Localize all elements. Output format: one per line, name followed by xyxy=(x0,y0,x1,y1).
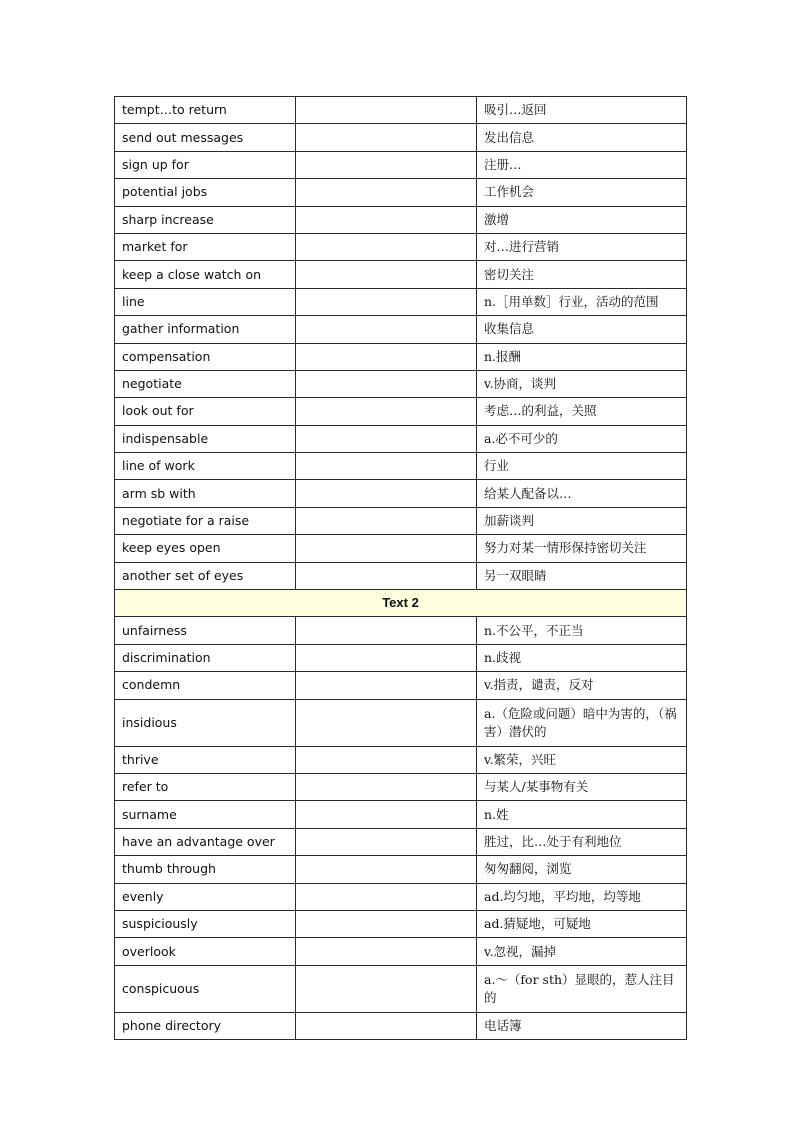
notes-cell xyxy=(296,288,477,315)
term-cell: line of work xyxy=(115,453,296,480)
table-row xyxy=(115,507,687,534)
term-cell: negotiate for a raise xyxy=(115,507,296,534)
notes-cell xyxy=(296,316,477,343)
notes-cell xyxy=(296,856,477,883)
notes-cell xyxy=(296,233,477,260)
table-row xyxy=(115,151,687,178)
term-cell: insidious xyxy=(115,699,296,746)
table-row xyxy=(115,206,687,233)
term-cell: negotiate xyxy=(115,370,296,397)
table-row xyxy=(115,562,687,589)
term-cell: conspicuous xyxy=(115,965,296,1012)
notes-cell xyxy=(296,261,477,288)
meaning-cell: 发出信息 xyxy=(477,124,687,151)
vocabulary-table xyxy=(114,96,687,1040)
notes-cell xyxy=(296,480,477,507)
table-row xyxy=(115,480,687,507)
term-cell: indispensable xyxy=(115,425,296,452)
notes-cell xyxy=(296,535,477,562)
notes-cell xyxy=(296,179,477,206)
table-row xyxy=(115,233,687,260)
table-row xyxy=(115,699,687,746)
meaning-cell: 对…进行营销 xyxy=(477,233,687,260)
table-row xyxy=(115,179,687,206)
table-row xyxy=(115,370,687,397)
meaning-cell: n.歧视 xyxy=(477,644,687,671)
notes-cell xyxy=(296,343,477,370)
notes-cell xyxy=(296,124,477,151)
meaning-cell: 努力对某一情形保持密切关注 xyxy=(477,535,687,562)
meaning-cell: 电话簿 xyxy=(477,1012,687,1039)
term-cell: gather information xyxy=(115,316,296,343)
meaning-cell: a.必不可少的 xyxy=(477,425,687,452)
term-cell: keep eyes open xyxy=(115,535,296,562)
table-row xyxy=(115,398,687,425)
meaning-cell: 激增 xyxy=(477,206,687,233)
table-row xyxy=(115,746,687,773)
meaning-cell: ad.猜疑地，可疑地 xyxy=(477,910,687,937)
notes-cell xyxy=(296,883,477,910)
table-row xyxy=(115,965,687,1012)
meaning-cell: n.姓 xyxy=(477,801,687,828)
notes-cell xyxy=(296,562,477,589)
term-cell: suspiciously xyxy=(115,910,296,937)
term-cell: look out for xyxy=(115,398,296,425)
meaning-cell: v.指责，谴责，反对 xyxy=(477,672,687,699)
term-cell: refer to xyxy=(115,773,296,800)
term-cell: overlook xyxy=(115,938,296,965)
notes-cell xyxy=(296,617,477,644)
table-row xyxy=(115,910,687,937)
table-row xyxy=(115,828,687,855)
term-cell: send out messages xyxy=(115,124,296,151)
notes-cell xyxy=(296,672,477,699)
term-cell: sharp increase xyxy=(115,206,296,233)
meaning-cell: 另一双眼睛 xyxy=(477,562,687,589)
meaning-cell: v.忽视，漏掉 xyxy=(477,938,687,965)
table-row xyxy=(115,801,687,828)
table-row xyxy=(115,773,687,800)
term-cell: unfairness xyxy=(115,617,296,644)
table-row xyxy=(115,856,687,883)
notes-cell xyxy=(296,151,477,178)
notes-cell xyxy=(296,398,477,425)
notes-cell xyxy=(296,828,477,855)
vocabulary-table-body xyxy=(115,97,687,1040)
notes-cell xyxy=(296,507,477,534)
meaning-cell: a.～（for sth）显眼的，惹人注目的 xyxy=(477,965,687,1012)
notes-cell xyxy=(296,370,477,397)
term-cell: have an advantage over xyxy=(115,828,296,855)
term-cell: surname xyxy=(115,801,296,828)
notes-cell xyxy=(296,206,477,233)
notes-cell xyxy=(296,644,477,671)
table-row xyxy=(115,938,687,965)
table-row xyxy=(115,883,687,910)
meaning-cell: 加薪谈判 xyxy=(477,507,687,534)
term-cell: arm sb with xyxy=(115,480,296,507)
term-cell: another set of eyes xyxy=(115,562,296,589)
notes-cell xyxy=(296,425,477,452)
meaning-cell: 注册… xyxy=(477,151,687,178)
term-cell: market for xyxy=(115,233,296,260)
meaning-cell: 密切关注 xyxy=(477,261,687,288)
section-header-row xyxy=(115,590,687,617)
meaning-cell: a.（危险或问题）暗中为害的，（祸害）潜伏的 xyxy=(477,699,687,746)
term-cell: thrive xyxy=(115,746,296,773)
term-cell: evenly xyxy=(115,883,296,910)
meaning-cell: 吸引…返回 xyxy=(477,97,687,124)
notes-cell xyxy=(296,801,477,828)
meaning-cell: ad.均匀地，平均地，均等地 xyxy=(477,883,687,910)
term-cell: thumb through xyxy=(115,856,296,883)
term-cell: condemn xyxy=(115,672,296,699)
term-cell: potential jobs xyxy=(115,179,296,206)
notes-cell xyxy=(296,97,477,124)
notes-cell xyxy=(296,773,477,800)
notes-cell xyxy=(296,1012,477,1039)
table-row xyxy=(115,316,687,343)
term-cell: sign up for xyxy=(115,151,296,178)
table-row xyxy=(115,343,687,370)
table-row xyxy=(115,453,687,480)
meaning-cell: v.繁荣，兴旺 xyxy=(477,746,687,773)
meaning-cell: n.不公平，不正当 xyxy=(477,617,687,644)
meaning-cell: 收集信息 xyxy=(477,316,687,343)
meaning-cell: 考虑…的利益，关照 xyxy=(477,398,687,425)
meaning-cell: 给某人配备以… xyxy=(477,480,687,507)
meaning-cell: 工作机会 xyxy=(477,179,687,206)
table-row xyxy=(115,261,687,288)
table-row xyxy=(115,425,687,452)
meaning-cell: 胜过，比…处于有利地位 xyxy=(477,828,687,855)
meaning-cell: 匆匆翻阅，浏览 xyxy=(477,856,687,883)
term-cell: keep a close watch on xyxy=(115,261,296,288)
meaning-cell: n.报酬 xyxy=(477,343,687,370)
term-cell: phone directory xyxy=(115,1012,296,1039)
table-row xyxy=(115,124,687,151)
meaning-cell: n.［用单数］行业，活动的范围 xyxy=(477,288,687,315)
term-cell: line xyxy=(115,288,296,315)
table-row xyxy=(115,288,687,315)
notes-cell xyxy=(296,965,477,1012)
term-cell: tempt…to return xyxy=(115,97,296,124)
notes-cell xyxy=(296,938,477,965)
meaning-cell: v.协商，谈判 xyxy=(477,370,687,397)
notes-cell xyxy=(296,910,477,937)
meaning-cell: 与某人/某事物有关 xyxy=(477,773,687,800)
table-row xyxy=(115,97,687,124)
table-row xyxy=(115,644,687,671)
meaning-cell: 行业 xyxy=(477,453,687,480)
notes-cell xyxy=(296,746,477,773)
term-cell: discrimination xyxy=(115,644,296,671)
table-row xyxy=(115,535,687,562)
table-row xyxy=(115,672,687,699)
term-cell: compensation xyxy=(115,343,296,370)
section-title: Text 2 xyxy=(115,590,687,617)
notes-cell xyxy=(296,699,477,746)
table-row xyxy=(115,1012,687,1039)
notes-cell xyxy=(296,453,477,480)
table-row xyxy=(115,617,687,644)
